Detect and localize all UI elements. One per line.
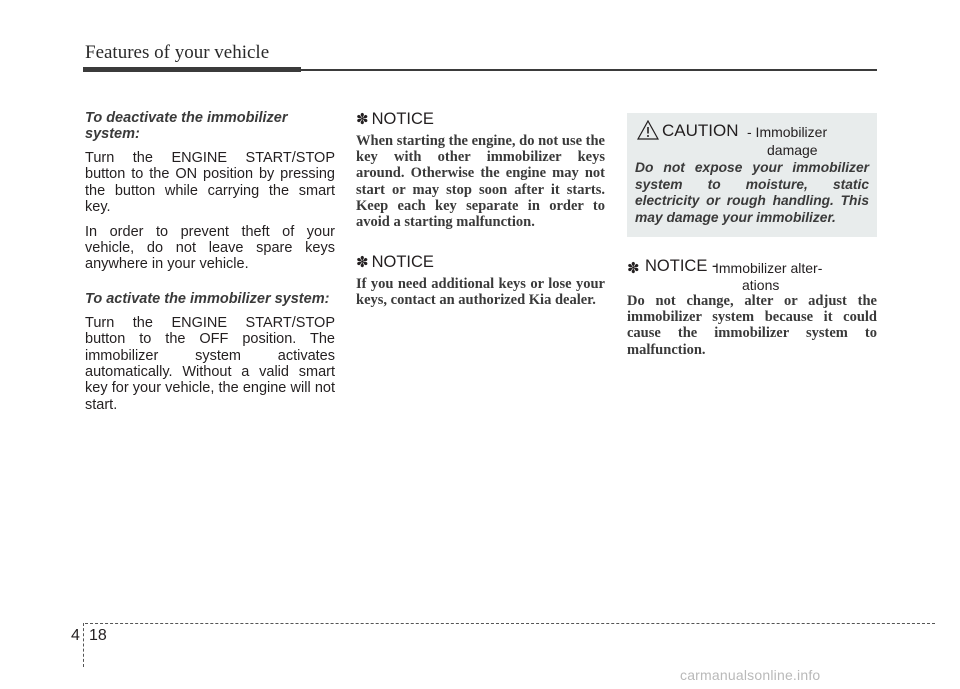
notice-heading [627,257,877,293]
footer-rule [85,623,935,624]
theft-paragraph: In order to prevent theft of your vehicle, do not leave spare keys anywhere in your vehicle. [85,223,335,273]
warning-triangle-icon [637,120,659,145]
notice-title: NOTICE [371,253,434,272]
notice-title: NOTICE [371,110,434,128]
notice-text: When starting the engine, do not use the key with other immobilizer keys around. Otherwise the engine may not start or may stop soon after it starts. Keep each key separate in order to avoid a starting malfunction. [356,133,605,231]
notice-subtitle-cont: ations [742,277,780,293]
notice-text: If you need additional keys or lose your keys, contact an authorized Kia dealer. [356,276,605,309]
header-rule-thin [301,69,877,71]
notice-symbol-icon: ✽ [356,254,369,272]
chapter-number: 4 [71,627,80,644]
caution-title: CAUTION [662,121,739,140]
caution-heading [635,120,869,156]
activate-paragraph: Turn the ENGINE START/STOP button to the OFF position. The immobilizer system activates automatically. Without a valid smart key for your vehicle, the engine will not start. [85,314,335,413]
header-rule-thick [83,67,301,72]
activate-heading: To activate the immobilizer system: [85,290,330,307]
column-left [85,110,335,421]
notice-heading [356,110,605,129]
notice-block [356,110,605,230]
notice-block [356,253,605,308]
notice-symbol-icon: ✽ [627,260,640,277]
notice-title: NOTICE - [645,257,718,275]
column-middle [356,110,605,309]
page-number: 18 [89,627,107,644]
notice-alterations-block [627,257,877,358]
footer-divider [83,623,84,667]
caution-subtitle-cont: damage [767,142,818,158]
caution-box [627,113,877,237]
notice-subtitle: Immobilizer alter- [715,260,823,276]
deactivate-heading: To deactivate the immobilizer system: [85,110,288,142]
page-header-title: Features of your vehicle [85,42,270,63]
notice-symbol-icon: ✽ [356,111,369,128]
deactivate-paragraph: Turn the ENGINE START/STOP button to the ON position by pressing the button while carrying the smart key. [85,150,335,216]
watermark: carmanualsonline.info [680,667,821,683]
notice-text: Do not change, alter or adjust the immobilizer system because it could cause the immobilizer system to malfunction. [627,293,877,358]
notice-heading [356,253,605,272]
caution-subtitle: - Immobilizer [747,124,828,140]
caution-text: Do not expose your immobilizer system to moisture, static electricity or rough handling. This may damage your immobilizer. [635,160,869,225]
